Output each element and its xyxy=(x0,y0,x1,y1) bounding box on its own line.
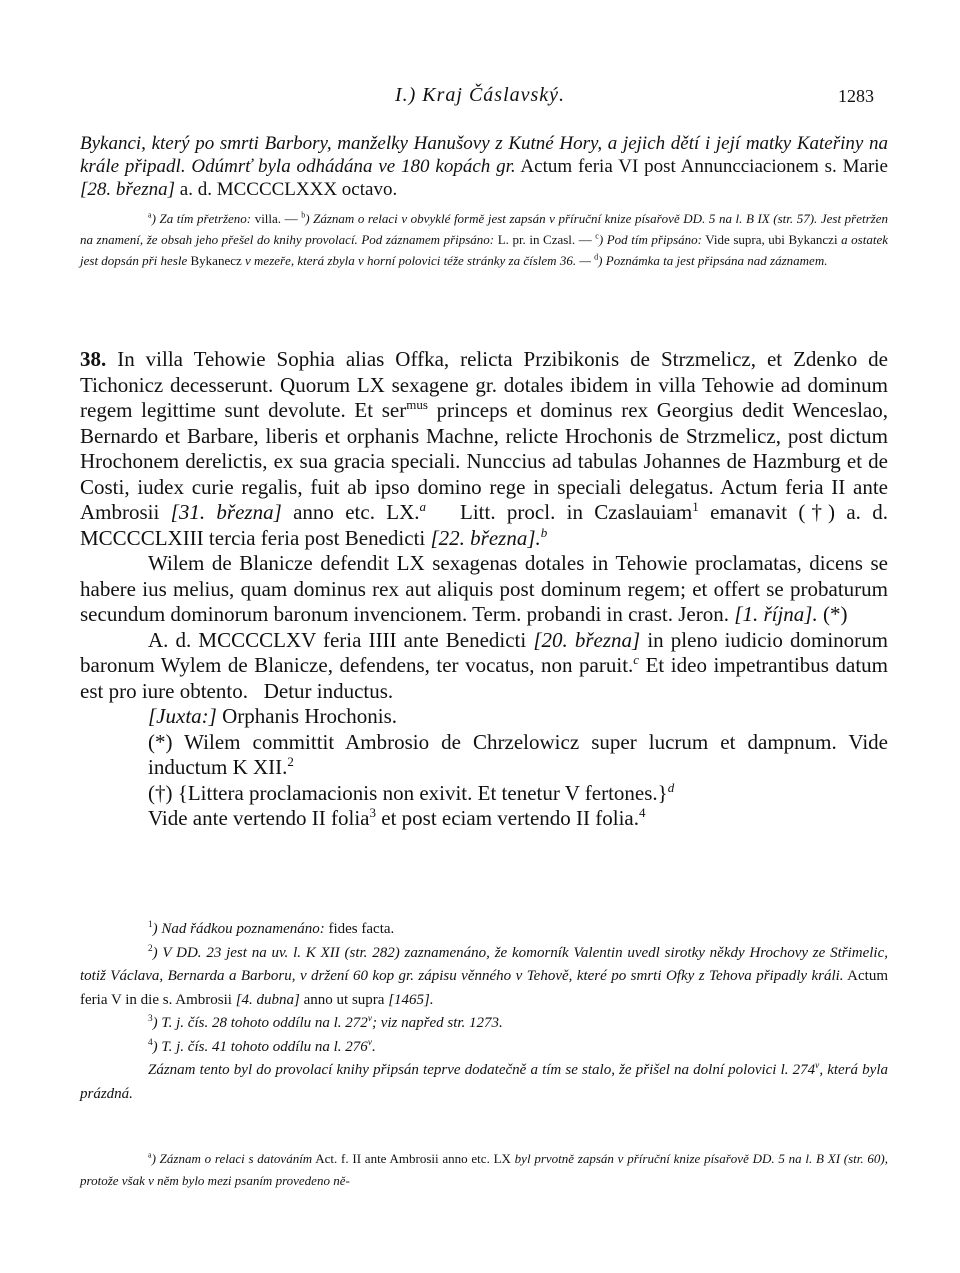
note-text: ) Pod tím připsáno: xyxy=(598,232,702,247)
footnote-mark: 1 xyxy=(692,499,699,514)
intro-tail: a. d. MCCCCLXXX octavo. xyxy=(175,179,398,200)
intro-paragraph xyxy=(80,132,888,201)
note-mark: a xyxy=(419,499,427,514)
note-mark: a xyxy=(148,210,152,220)
page-header xyxy=(80,84,880,114)
note-mark: a xyxy=(148,1150,152,1160)
footnote-value: Actum feria V in die s. Ambrosii xyxy=(80,968,888,1008)
footnote-text: ; viz napřed str. 1273. xyxy=(371,1015,503,1031)
footnote-text: ) V DD. 23 jest na uv. l. K XII (str. 282) zaznamenáno, že komorník Valentin uvedl sirotky někdy Hrochovy ze Střimelic, totiž Václava, Bernarda a Barboru, v držení 60 kop gr. zápisu věnného v Tehově, které po smrti Ofky z Tehova připadly králi. xyxy=(80,944,888,984)
footnote-text: ) T. j. čís. 41 tohoto oddílu na l. 276 xyxy=(152,1038,368,1055)
footnote-mark: 2 xyxy=(287,754,294,769)
superscript: v xyxy=(367,1037,372,1048)
entry-38 xyxy=(80,347,894,832)
entry-text: (*) Wilem committit Ambrosio de Chrzelowicz super lucrum et dampnum. Vide inductum K XII. xyxy=(148,729,888,779)
note-value: Vide supra, ubi Bykanczi xyxy=(701,232,842,247)
note-text: v mezeře, která zbyla v horní polovici téže stránky za číslem 36. — xyxy=(245,253,595,268)
note-mark: b xyxy=(540,524,548,540)
entry-text: Vide ante vertendo II folia xyxy=(148,806,370,830)
footnote-text: ) T. j. čís. 28 tohoto oddílu na l. 272 xyxy=(152,1015,368,1031)
entry-text: (*) xyxy=(817,602,848,626)
intro-actum: Actum feria VI post Annuncciacionem s. Marie xyxy=(515,156,888,177)
textual-notes-bottom xyxy=(80,1148,888,1192)
note-mark: b xyxy=(301,210,306,220)
footnote-number: 4 xyxy=(148,1037,153,1048)
textual-notes-top xyxy=(80,208,888,271)
footnote-text: ) Nad řádkou poznamenáno: xyxy=(152,921,325,937)
note-text: ) Za tím přetrženo: xyxy=(151,211,252,226)
footnote-text: , která byla prázdná. xyxy=(80,1062,888,1102)
note-mark: d xyxy=(667,779,675,795)
footnote-text: . xyxy=(371,1038,376,1055)
note-text: byl prvotně zapsán v příruční knize písařově DD. 5 na l. B XI (str. 60), protože však v něm bylo mezi psaním provedeno ně- xyxy=(80,1151,888,1188)
entry-text: A. d. MCCCCLXV feria IIII ante Benedicti xyxy=(148,627,534,652)
footnote-number: 1 xyxy=(148,920,153,930)
note-value: Bykanecz xyxy=(187,253,246,268)
entry-text: Et ideo impetrantibus datum est pro iure obtento. Detur inductus. xyxy=(80,653,894,703)
entry-date: [1. října]. xyxy=(734,602,818,626)
entry-text: et post eciam vertendo II folia. xyxy=(376,806,639,830)
footnote-value: anno ut supra xyxy=(299,991,389,1008)
entry-label: [Juxta:] xyxy=(148,704,217,728)
note-value: L. pr. in Czasl. — xyxy=(494,232,596,247)
intro-text: Bykanci, který po smrti Barbory, manželky Hanušovy z Kutné Hory, a jejich dětí i její matky Kateřiny na krále připadl. Odúmrť byla odhádána ve 180 kopách gr. xyxy=(80,133,888,177)
footnote-date: [1465]. xyxy=(388,991,434,1008)
note-mark: c xyxy=(633,652,640,667)
footnote-mark: 3 xyxy=(369,805,376,820)
superscript: v xyxy=(815,1061,820,1071)
running-head: I.) Kraj Čáslavský. xyxy=(394,84,566,106)
entry-text: emanavit (†) a. d. MCCCCLXIII tercia feria post Benedicti xyxy=(80,500,889,550)
entry-text: Orphanis Hrochonis. xyxy=(216,704,398,728)
footnotes xyxy=(80,918,888,1106)
entry-text: in pleno iudicio dominorum baronum Wylem de Blanicze, defendens, ter vocatus, non paruit. xyxy=(80,627,889,677)
entry-date: [20. března] xyxy=(533,627,641,652)
note-text: ) Záznam o relaci s datováním xyxy=(151,1151,313,1166)
page-number: 1283 xyxy=(838,86,874,106)
note-mark: c xyxy=(595,231,599,241)
footnote-number: 3 xyxy=(148,1014,153,1024)
entry-text: Litt. procl. in Czaslauiam xyxy=(426,500,693,524)
footnote-mark: 4 xyxy=(638,805,646,820)
entry-text: princeps et dominus rex Georgius dedit Wenceslao, Bernardo et Barbare, liberis et orphanis Machne, relicte Hrochonis de Strzmelicz, post dictum Hrochonem derelictis, ex sua gracia speciali. Nunccius ad tabulas Johannes de Hazmburg et de Costi, iudex curie regalis, fuit ab ipso domino rege in speciali delegatus. Actum feria II ante Ambrosii xyxy=(80,398,888,524)
footnote-date: [4. dubna] xyxy=(235,991,300,1008)
note-mark: d xyxy=(594,252,599,262)
entry-text: Wilem de Blanicze defendit LX sexagenas dotales in Tehowie proclamatas, dicens se habere ius melius, quam dominus rex aut aliquis post dominum regem; et offert se probaturum secundum dominorum baronum invencionem. Term. probandi in crast. Jeron. xyxy=(80,551,888,626)
note-value: Act. f. II ante Ambrosii anno etc. LX xyxy=(312,1151,515,1166)
footnote-number: 2 xyxy=(148,943,153,954)
entry-text: anno etc. LX. xyxy=(281,500,420,524)
entry-number: 38. xyxy=(80,347,107,371)
entry-text: (†) {Littera proclamacionis non exivit. Et tenetur V fertones.} xyxy=(148,780,668,805)
intro-date: [28. března] xyxy=(80,179,176,200)
footnote-value: fides facta. xyxy=(324,921,395,937)
footnote-text: Záznam tento byl do provolací knihy připsán teprve dodatečně a tím se stalo, že přišel na dolní polovici l. 274 xyxy=(148,1062,816,1078)
note-value: villa. — xyxy=(251,211,302,226)
note-text: ) Záznam o relaci v obvyklé formě jest zapsán v příruční knize písařově DD. 5 na l. B IX (str. 57). Jest přetržen na znamení, že obsah jeho přešel do knihy provolací. Pod záznamem připsáno: xyxy=(80,211,888,247)
superscript: v xyxy=(367,1014,372,1024)
entry-date: [22. března]. xyxy=(430,525,541,550)
entry-date: [31. března] xyxy=(170,500,282,524)
note-text: a ostatek jest dopsán při hesle xyxy=(80,232,889,268)
entry-text: In villa Tehowie Sophia alias Offka, relicta Przibikonis de Strzmelicz, et Zdenko de Tichonicz decesserunt. Quorum LX sexagene gr. dotales ibidem in villa Tehowie ad dominum regem legittime sunt devolute. Et ser xyxy=(80,347,888,422)
note-text: ) Poznámka ta jest připsána nad záznamem. xyxy=(598,253,828,268)
superscript: mus xyxy=(406,397,428,412)
